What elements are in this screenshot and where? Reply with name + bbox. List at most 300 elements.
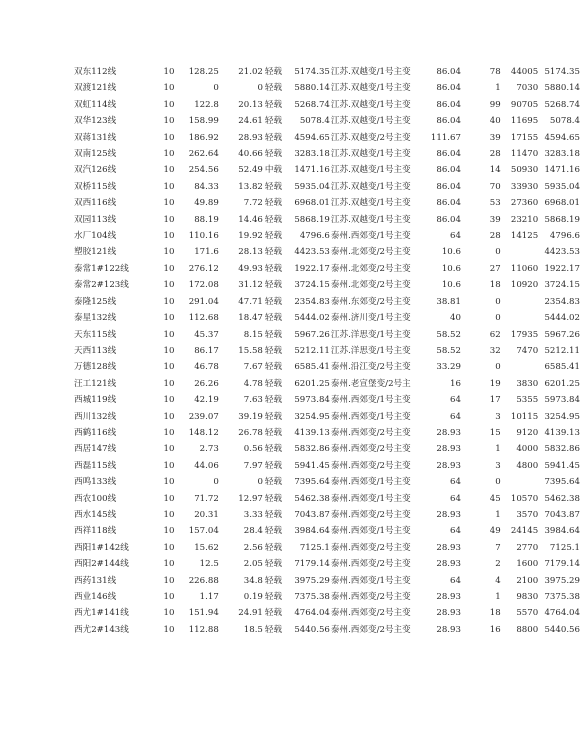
table-row — [0, 458, 580, 474]
line-name-cell: 天东115线 — [74, 329, 117, 340]
user-capacity-cell: 14125 — [510, 231, 539, 242]
count-cell: 19 — [489, 378, 501, 389]
table-row — [0, 523, 580, 539]
transformer-value-cell: 64 — [450, 575, 461, 586]
transformer-value-cell: 58.52 — [436, 329, 461, 340]
feeder-load-table — [0, 64, 580, 638]
transformer-value-cell: 10.6 — [441, 263, 461, 274]
user-capacity-cell: 11695 — [510, 116, 539, 127]
current-cell: 2.73 — [199, 444, 219, 455]
available-capacity-cell: 5880.14 — [294, 83, 330, 94]
line-name-cell: 西川132线 — [74, 411, 117, 422]
count-cell: 0 — [495, 362, 501, 373]
user-capacity-cell: 11060 — [510, 263, 539, 274]
table-row — [0, 540, 580, 556]
transformer-value-cell: 10.6 — [441, 280, 461, 291]
load-level-cell: 中载 — [264, 165, 283, 176]
load-level-cell: 轻载 — [264, 444, 283, 455]
current-cell: 12.5 — [199, 559, 219, 570]
load-level-cell: 轻载 — [264, 624, 283, 635]
load-level-cell: 轻载 — [264, 362, 283, 373]
voltage-cell: 10 — [163, 345, 175, 356]
line-name-cell: 塑胶121线 — [74, 247, 117, 258]
remaining-capacity-cell: 5078.4 — [549, 116, 580, 127]
line-name-cell: 西阳2#144线 — [74, 559, 129, 570]
transformer-value-cell: 111.67 — [430, 132, 461, 143]
remaining-capacity-cell: 5212.11 — [544, 345, 580, 356]
current-cell: 110.16 — [188, 231, 219, 242]
count-cell: 45 — [489, 493, 501, 504]
substation-transformer-cell: 江苏.双越变/1号主变 — [330, 149, 411, 160]
substation-transformer-cell: 江苏.双越变/1号主变 — [330, 165, 411, 176]
substation-transformer-cell: 泰州.老宣堡变/2号主 — [330, 378, 411, 389]
count-cell: 28 — [489, 149, 501, 160]
load-level-cell: 轻载 — [264, 345, 283, 356]
table-body — [0, 64, 580, 638]
available-capacity-cell: 5440.56 — [294, 624, 330, 635]
available-capacity-cell: 5935.04 — [294, 181, 330, 192]
load-level-cell: 轻载 — [264, 608, 283, 619]
transformer-value-cell: 86.04 — [436, 83, 461, 94]
remaining-capacity-cell: 7375.38 — [544, 592, 580, 602]
voltage-cell: 10 — [163, 526, 175, 537]
load-rate-cell: 28.93 — [238, 132, 263, 143]
transformer-value-cell: 10.6 — [441, 247, 461, 258]
user-capacity-cell — [501, 474, 539, 490]
substation-transformer-cell: 泰州.西郊变/2号主变 — [330, 624, 411, 635]
load-rate-cell: 12.97 — [238, 493, 263, 504]
current-cell: 262.64 — [188, 149, 219, 160]
load-rate-cell: 0 — [257, 83, 263, 94]
remaining-capacity-cell: 5462.38 — [544, 493, 580, 504]
user-capacity-cell: 23210 — [510, 214, 539, 225]
user-capacity-cell: 10115 — [510, 411, 539, 422]
count-cell: 0 — [495, 313, 501, 324]
transformer-value-cell: 64 — [450, 231, 461, 242]
count-cell: 40 — [489, 116, 501, 127]
table-row — [0, 294, 580, 310]
current-cell: 0 — [213, 477, 219, 488]
line-name-cell: 西农100线 — [74, 493, 117, 504]
user-capacity-cell: 3570 — [516, 509, 539, 520]
user-capacity-cell: 17935 — [510, 329, 539, 340]
available-capacity-cell: 5268.74 — [294, 99, 330, 110]
line-name-cell: 泰隆125线 — [74, 296, 117, 307]
user-capacity-cell: 7030 — [516, 83, 539, 94]
table-row — [0, 310, 580, 326]
load-level-cell: 轻载 — [264, 559, 283, 570]
table-row — [0, 376, 580, 392]
remaining-capacity-cell: 5941.45 — [544, 460, 580, 471]
load-rate-cell: 7.72 — [243, 198, 263, 209]
line-name-cell: 西尤2#143线 — [74, 624, 129, 635]
count-cell: 99 — [489, 99, 501, 110]
available-capacity-cell: 4423.53 — [294, 247, 330, 258]
transformer-value-cell: 86.04 — [436, 116, 461, 127]
load-rate-cell: 49.93 — [238, 263, 263, 274]
substation-transformer-cell: 泰州.西郊变/2号主变 — [330, 608, 411, 619]
line-name-cell: 双东112线 — [74, 67, 117, 77]
user-capacity-cell: 1600 — [516, 559, 539, 570]
current-cell: 128.25 — [188, 67, 219, 77]
count-cell: 27 — [489, 263, 501, 274]
available-capacity-cell: 5078.4 — [299, 116, 330, 127]
table-row — [0, 359, 580, 375]
transformer-value-cell: 33.29 — [436, 362, 461, 373]
remaining-capacity-cell: 5868.19 — [544, 214, 580, 225]
substation-transformer-cell: 江苏.洋思变/1号主变 — [330, 329, 411, 340]
count-cell: 28 — [489, 231, 501, 242]
transformer-value-cell: 16 — [450, 378, 461, 389]
count-cell: 14 — [489, 165, 501, 176]
remaining-capacity-cell: 3975.29 — [544, 575, 580, 586]
current-cell: 158.99 — [188, 116, 219, 127]
load-level-cell: 轻载 — [264, 395, 283, 406]
current-cell: 112.68 — [188, 313, 219, 324]
current-cell: 254.56 — [188, 165, 219, 176]
load-level-cell: 轻载 — [264, 493, 283, 504]
count-cell: 7 — [495, 542, 501, 553]
table-row — [0, 622, 580, 638]
current-cell: 84.33 — [194, 181, 219, 192]
load-rate-cell: 52.49 — [238, 165, 263, 176]
substation-transformer-cell: 江苏.双越变/1号主变 — [330, 116, 411, 127]
current-cell: 157.04 — [188, 526, 219, 537]
line-name-cell: 双南125线 — [74, 149, 117, 160]
load-level-cell: 轻载 — [264, 67, 283, 77]
remaining-capacity-cell: 2354.83 — [544, 296, 580, 307]
available-capacity-cell: 5444.02 — [294, 313, 330, 324]
table-row — [0, 195, 580, 211]
voltage-cell: 10 — [163, 509, 175, 520]
substation-transformer-cell: 泰州.西郊变/2号主变 — [330, 509, 411, 520]
count-cell: 1 — [495, 83, 501, 94]
available-capacity-cell: 3283.18 — [294, 149, 330, 160]
load-level-cell: 轻载 — [264, 280, 283, 291]
table-row — [0, 244, 580, 260]
remaining-capacity-cell: 4423.53 — [544, 247, 580, 258]
substation-transformer-cell: 泰州.西郊变/1号主变 — [330, 411, 411, 422]
substation-transformer-cell: 江苏.双越变/1号主变 — [330, 67, 411, 77]
count-cell: 53 — [489, 198, 501, 209]
transformer-value-cell: 28.93 — [436, 460, 461, 471]
table-row — [0, 113, 580, 129]
substation-transformer-cell: 泰州.西郊变/1号主变 — [330, 575, 411, 586]
user-capacity-cell: 24145 — [510, 526, 539, 537]
substation-transformer-cell: 江苏.双越变/1号主变 — [330, 83, 411, 94]
voltage-cell: 10 — [163, 83, 175, 94]
voltage-cell: 10 — [163, 263, 175, 274]
line-name-cell: 西磊115线 — [74, 460, 117, 471]
current-cell: 151.94 — [188, 608, 219, 619]
load-level-cell: 轻载 — [264, 83, 283, 94]
load-rate-cell: 18.5 — [243, 624, 263, 635]
voltage-cell: 10 — [163, 411, 175, 422]
remaining-capacity-cell: 6585.41 — [544, 362, 580, 373]
current-cell: 86.17 — [194, 345, 219, 356]
transformer-value-cell: 86.04 — [436, 99, 461, 110]
table-row — [0, 212, 580, 228]
count-cell: 3 — [495, 411, 501, 422]
load-level-cell: 轻载 — [264, 411, 283, 422]
available-capacity-cell: 7043.87 — [294, 509, 330, 520]
current-cell: 20.31 — [194, 509, 219, 520]
user-capacity-cell — [501, 294, 539, 310]
remaining-capacity-cell: 6201.25 — [544, 378, 580, 389]
table-row — [0, 130, 580, 146]
table-row — [0, 605, 580, 621]
load-level-cell: 轻载 — [264, 296, 283, 307]
transformer-value-cell: 86.04 — [436, 181, 461, 192]
current-cell: 172.08 — [188, 280, 219, 291]
remaining-capacity-cell: 5268.74 — [544, 99, 580, 110]
voltage-cell: 10 — [163, 132, 175, 143]
line-name-cell: 天西113线 — [74, 345, 117, 356]
user-capacity-cell: 4000 — [516, 444, 539, 455]
voltage-cell: 10 — [163, 280, 175, 291]
load-rate-cell: 18.47 — [238, 313, 263, 324]
count-cell: 17 — [489, 395, 501, 406]
voltage-cell: 10 — [163, 247, 175, 258]
transformer-value-cell: 64 — [450, 526, 461, 537]
available-capacity-cell: 5973.84 — [294, 395, 330, 406]
voltage-cell: 10 — [163, 165, 175, 176]
transformer-value-cell: 64 — [450, 411, 461, 422]
remaining-capacity-cell: 5444.02 — [544, 313, 580, 324]
line-name-cell: 西城119线 — [74, 395, 117, 406]
substation-transformer-cell: 江苏.双越变/2号主变 — [330, 132, 411, 143]
table-row — [0, 97, 580, 113]
current-cell: 49.89 — [194, 198, 219, 209]
count-cell: 1 — [495, 509, 501, 520]
transformer-value-cell: 86.04 — [436, 67, 461, 77]
current-cell: 112.88 — [188, 624, 219, 635]
remaining-capacity-cell: 1922.17 — [544, 263, 580, 274]
voltage-cell: 10 — [163, 362, 175, 373]
count-cell: 2 — [495, 559, 501, 570]
load-level-cell: 轻载 — [264, 542, 283, 553]
current-cell: 15.62 — [194, 542, 219, 553]
available-capacity-cell: 6585.41 — [294, 362, 330, 373]
line-name-cell: 西祥118线 — [74, 526, 117, 537]
count-cell: 0 — [495, 247, 501, 258]
load-level-cell: 轻载 — [264, 116, 283, 127]
count-cell: 15 — [489, 427, 501, 438]
user-capacity-cell: 44005 — [510, 67, 539, 77]
load-level-cell: 轻载 — [264, 592, 283, 602]
voltage-cell: 10 — [163, 198, 175, 209]
available-capacity-cell: 5967.26 — [294, 329, 330, 340]
load-level-cell: 轻载 — [264, 477, 283, 488]
voltage-cell: 10 — [163, 608, 175, 619]
voltage-cell: 10 — [163, 231, 175, 242]
line-name-cell: 双蒋131线 — [74, 132, 117, 143]
load-rate-cell: 34.8 — [243, 575, 263, 586]
current-cell: 291.04 — [188, 296, 219, 307]
table-row — [0, 573, 580, 589]
line-name-cell: 西鸣133线 — [74, 477, 117, 488]
table-row — [0, 343, 580, 359]
remaining-capacity-cell: 5174.35 — [544, 67, 580, 77]
user-capacity-cell: 90705 — [510, 99, 539, 110]
load-level-cell: 轻载 — [264, 460, 283, 471]
current-cell: 148.12 — [188, 427, 219, 438]
remaining-capacity-cell: 3254.95 — [544, 411, 580, 422]
load-rate-cell: 2.56 — [243, 542, 263, 553]
count-cell: 1 — [495, 592, 501, 602]
count-cell: 18 — [489, 608, 501, 619]
current-cell: 45.37 — [194, 329, 219, 340]
available-capacity-cell: 7179.14 — [294, 559, 330, 570]
substation-transformer-cell: 泰州.北郊变/2号主变 — [330, 263, 411, 274]
user-capacity-cell: 3830 — [516, 378, 539, 389]
table-row — [0, 507, 580, 523]
table-row — [0, 228, 580, 244]
line-name-cell: 泰常2#123线 — [74, 280, 129, 291]
available-capacity-cell: 3724.15 — [294, 280, 330, 291]
load-rate-cell: 0 — [257, 477, 263, 488]
transformer-value-cell: 64 — [450, 477, 461, 488]
substation-transformer-cell: 泰州.西郊变/1号主变 — [330, 477, 411, 488]
user-capacity-cell: 33930 — [510, 181, 539, 192]
remaining-capacity-cell: 7043.87 — [544, 509, 580, 520]
load-level-cell: 轻载 — [264, 509, 283, 520]
load-level-cell: 轻载 — [264, 181, 283, 192]
count-cell: 0 — [495, 296, 501, 307]
load-rate-cell: 31.12 — [238, 280, 263, 291]
remaining-capacity-cell: 5440.56 — [544, 624, 580, 635]
remaining-capacity-cell: 7179.14 — [544, 559, 580, 570]
load-rate-cell: 3.33 — [243, 509, 263, 520]
load-level-cell: 轻载 — [264, 99, 283, 110]
current-cell: 226.88 — [188, 575, 219, 586]
load-rate-cell: 24.91 — [238, 608, 263, 619]
user-capacity-cell: 8800 — [516, 624, 539, 635]
load-rate-cell: 7.97 — [243, 460, 263, 471]
load-level-cell: 轻载 — [264, 329, 283, 340]
load-level-cell: 轻载 — [264, 313, 283, 324]
count-cell: 3 — [495, 460, 501, 471]
user-capacity-cell: 50930 — [510, 165, 539, 176]
table-row — [0, 392, 580, 408]
voltage-cell: 10 — [163, 559, 175, 570]
load-rate-cell: 13.82 — [238, 181, 263, 192]
voltage-cell: 10 — [163, 624, 175, 635]
voltage-cell: 10 — [163, 116, 175, 127]
load-level-cell: 轻载 — [264, 198, 283, 209]
table-row — [0, 327, 580, 343]
line-name-cell: 双园113线 — [74, 214, 117, 225]
remaining-capacity-cell: 5832.86 — [544, 444, 580, 455]
available-capacity-cell: 5174.35 — [294, 67, 330, 77]
current-cell: 1.17 — [199, 592, 219, 602]
remaining-capacity-cell: 3283.18 — [544, 149, 580, 160]
substation-transformer-cell: 江苏.双越变/1号主变 — [330, 198, 411, 209]
substation-transformer-cell: 泰州.西郊变/2号主变 — [330, 444, 411, 455]
line-name-cell: 双华123线 — [74, 116, 117, 127]
substation-transformer-cell: 江苏.双越变/1号主变 — [330, 181, 411, 192]
load-rate-cell: 0.56 — [243, 444, 263, 455]
voltage-cell: 10 — [163, 444, 175, 455]
count-cell: 32 — [489, 345, 501, 356]
voltage-cell: 10 — [163, 313, 175, 324]
transformer-value-cell: 28.93 — [436, 427, 461, 438]
user-capacity-cell: 10920 — [510, 280, 539, 291]
line-name-cell: 西药131线 — [74, 575, 117, 586]
available-capacity-cell: 5832.86 — [294, 444, 330, 455]
voltage-cell: 10 — [163, 395, 175, 406]
transformer-value-cell: 58.52 — [436, 345, 461, 356]
load-rate-cell: 47.71 — [238, 296, 263, 307]
substation-transformer-cell: 江苏.双越变/1号主变 — [330, 99, 411, 110]
substation-transformer-cell: 泰州.西郊变/2号主变 — [330, 559, 411, 570]
load-rate-cell: 7.67 — [243, 362, 263, 373]
line-name-cell: 万德128线 — [74, 362, 117, 373]
user-capacity-cell: 5570 — [516, 608, 539, 619]
substation-transformer-cell: 泰州.西郊变/1号主变 — [330, 493, 411, 504]
remaining-capacity-cell: 5935.04 — [544, 181, 580, 192]
voltage-cell: 10 — [163, 296, 175, 307]
user-capacity-cell: 27360 — [510, 198, 539, 209]
remaining-capacity-cell: 4594.65 — [544, 132, 580, 143]
count-cell: 18 — [489, 280, 501, 291]
count-cell: 4 — [495, 575, 501, 586]
count-cell: 49 — [489, 526, 501, 537]
transformer-value-cell: 28.93 — [436, 624, 461, 635]
load-level-cell: 轻载 — [264, 427, 283, 438]
current-cell: 88.19 — [194, 214, 219, 225]
load-rate-cell: 8.15 — [243, 329, 263, 340]
substation-transformer-cell: 泰州.西郊变/1号主变 — [330, 231, 411, 242]
count-cell: 0 — [495, 477, 501, 488]
load-rate-cell: 4.78 — [243, 378, 263, 389]
substation-transformer-cell: 泰州.西郊变/2号主变 — [330, 427, 411, 438]
available-capacity-cell: 1471.16 — [294, 165, 330, 176]
user-capacity-cell: 17155 — [510, 132, 539, 143]
table-row — [0, 491, 580, 507]
voltage-cell: 10 — [163, 427, 175, 438]
table-row — [0, 425, 580, 441]
load-rate-cell: 15.58 — [238, 345, 263, 356]
load-level-cell: 轻载 — [264, 149, 283, 160]
transformer-value-cell: 86.04 — [436, 198, 461, 209]
remaining-capacity-cell: 4139.13 — [544, 427, 580, 438]
substation-transformer-cell: 泰州.西郊变/2号主变 — [330, 592, 411, 602]
line-name-cell: 西业146线 — [74, 592, 117, 602]
transformer-value-cell: 28.93 — [436, 509, 461, 520]
user-capacity-cell: 9830 — [516, 592, 539, 602]
user-capacity-cell: 5355 — [516, 395, 539, 406]
load-rate-cell: 19.92 — [238, 231, 263, 242]
load-level-cell: 轻载 — [264, 526, 283, 537]
substation-transformer-cell: 泰州.东郊变/2号主变 — [330, 296, 411, 307]
table-row — [0, 179, 580, 195]
line-name-cell: 水厂104线 — [74, 231, 117, 242]
table-row — [0, 162, 580, 178]
voltage-cell: 10 — [163, 329, 175, 340]
substation-transformer-cell: 江苏.双越变/1号主变 — [330, 214, 411, 225]
current-cell: 122.8 — [194, 99, 219, 110]
line-name-cell: 西阳1#142线 — [74, 542, 129, 553]
available-capacity-cell: 4139.13 — [294, 427, 330, 438]
remaining-capacity-cell: 7395.64 — [544, 477, 580, 488]
count-cell: 70 — [489, 181, 501, 192]
user-capacity-cell: 11470 — [510, 149, 539, 160]
available-capacity-cell: 3984.64 — [294, 526, 330, 537]
count-cell: 39 — [489, 132, 501, 143]
user-capacity-cell: 7470 — [516, 345, 539, 356]
load-rate-cell: 21.02 — [238, 67, 263, 77]
